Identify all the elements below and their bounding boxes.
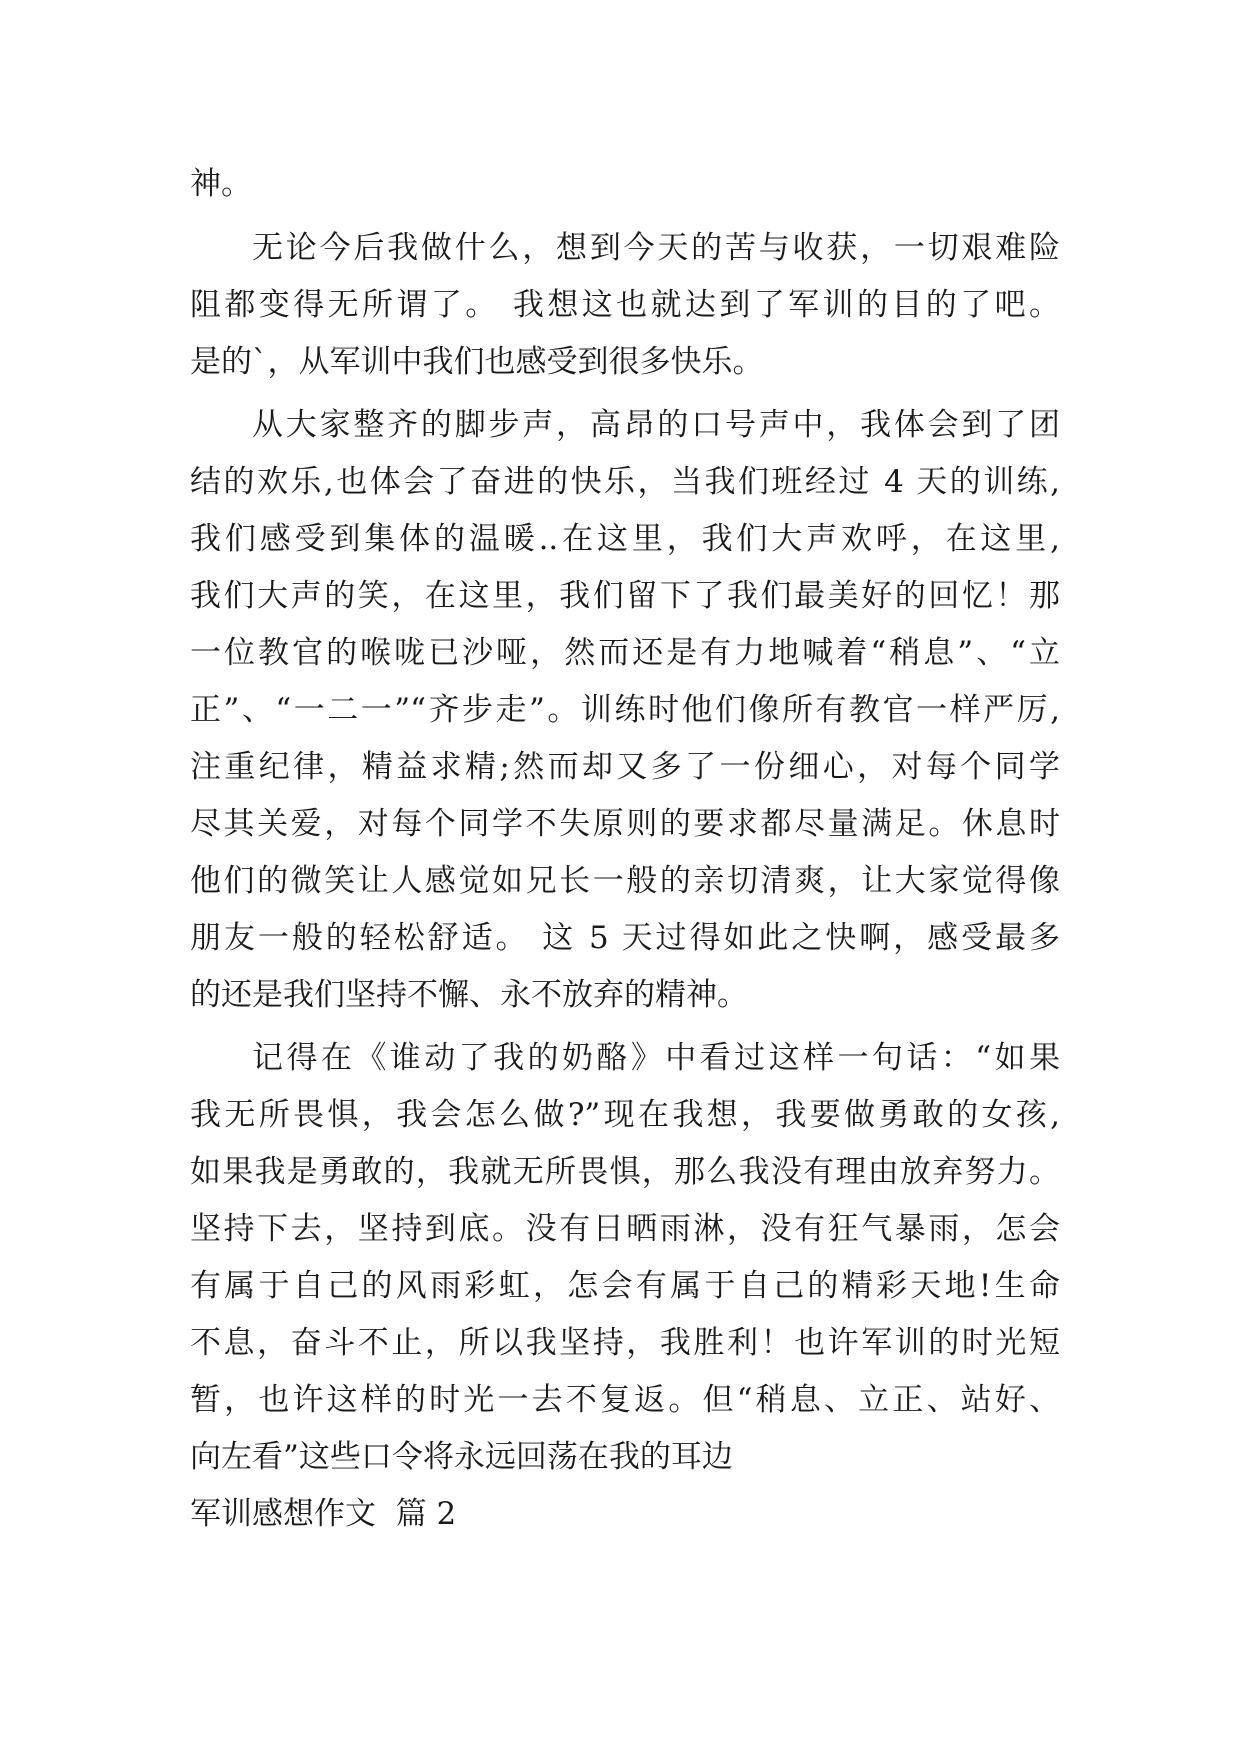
text-line: 坚持下去，坚持到底。没有日晒雨淋，没有狂气暴雨，怎会 xyxy=(190,1211,1060,1247)
text-line: 如果我是勇敢的，我就无所畏惧，那么我没有理由放弃努力。 xyxy=(190,1154,1060,1190)
text-line: 尽其关爱，对每个同学不失原则的要求都尽量满足。休息时 xyxy=(190,806,1060,842)
paragraph-first-line: 记得在《谁动了我的奶酪》中看过这样一句话：“如果 xyxy=(252,1040,1060,1076)
text-line: 我无所畏惧，我会怎么做?”现在我想，我要做勇敢的女孩, xyxy=(190,1097,1060,1133)
text-line: 我们大声的笑，在这里，我们留下了我们最美好的回忆！那 xyxy=(190,578,1060,614)
text-line: 神。 xyxy=(190,166,252,202)
text-line: 不息，奋斗不止，所以我坚持，我胜利！也许军训的时光短 xyxy=(190,1325,1060,1361)
text-line: 我们感受到集体的温暖..在这里，我们大声欢呼，在这里, xyxy=(190,521,1060,557)
text-line: 阻都变得无所谓了。 我想这也就达到了军训的目的了吧。 xyxy=(190,287,1060,323)
paragraph-first-line: 无论今后我做什么，想到今天的苦与收获，一切艰难险 xyxy=(252,230,1060,266)
text-line: 一位教官的喉咙已沙哑，然而还是有力地喊着“稍息”、“立 xyxy=(190,635,1060,671)
text-line: 朋友一般的轻松舒适。 这 5 天过得如此之快啊，感受最多 xyxy=(190,920,1060,956)
text-line: 是的`，从军训中我们也感受到很多快乐。 xyxy=(190,344,764,380)
text-line: 他们的微笑让人感觉如兄长一般的亲切清爽，让大家觉得像 xyxy=(190,863,1060,899)
text-line: 向左看”这些口令将永远回荡在我的耳边 xyxy=(190,1439,733,1475)
text-line: 注重纪律，精益求精;然而却又多了一份细心，对每个同学 xyxy=(190,749,1060,785)
paragraph-first-line: 从大家整齐的脚步声，高昂的口号声中，我体会到了团 xyxy=(252,407,1060,443)
section-heading: 军训感想作文 篇 2 xyxy=(190,1496,457,1532)
text-line: 暂，也许这样的时光一去不复返。但“稍息、立正、站好、 xyxy=(190,1382,1060,1418)
text-line: 正”、“一二一”“齐步走”。训练时他们像所有教官一样严厉, xyxy=(190,692,1060,728)
text-line: 有属于自己的风雨彩虹，怎会有属于自己的精彩天地!生命 xyxy=(190,1268,1060,1304)
text-line: 结的欢乐,也体会了奋进的快乐，当我们班经过 4 天的训练, xyxy=(190,464,1060,500)
text-line: 的还是我们坚持不懈、永不放弃的精神。 xyxy=(190,977,748,1013)
